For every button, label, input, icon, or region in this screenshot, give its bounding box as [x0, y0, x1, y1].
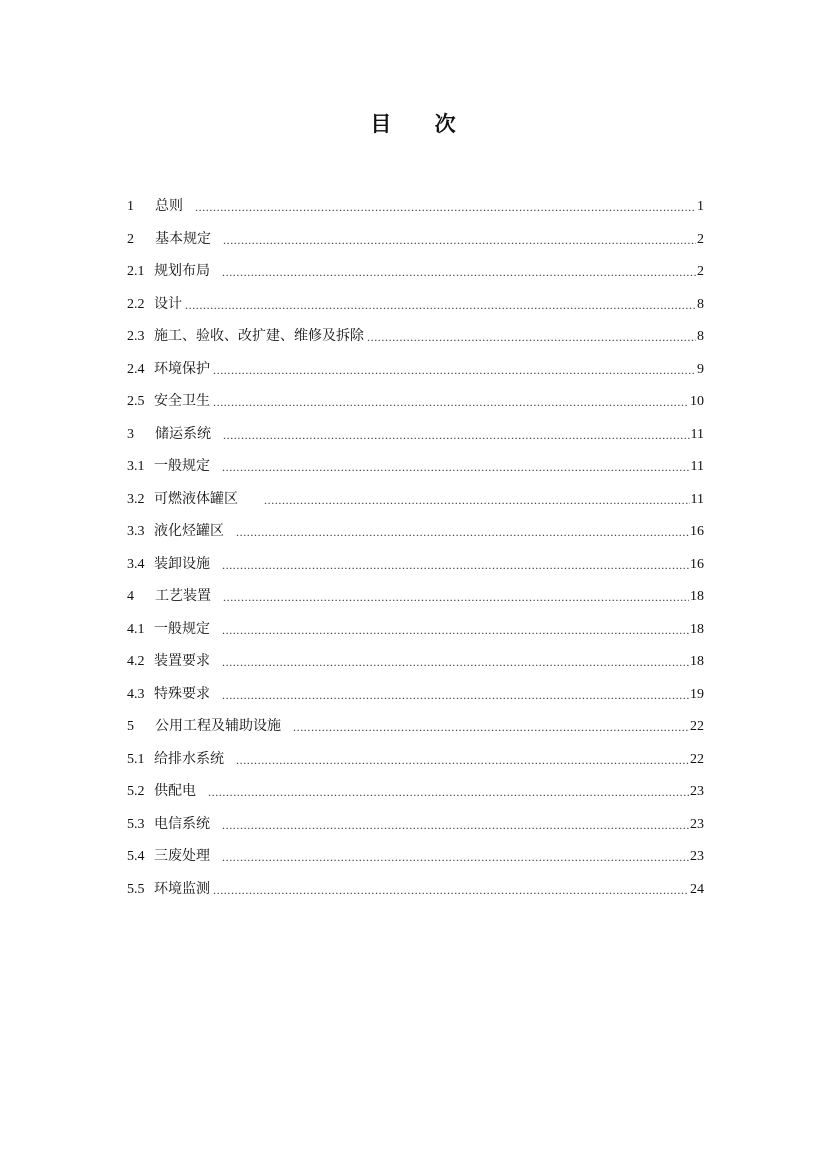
toc-entry[interactable] — [127, 873, 704, 906]
toc-entry-page: 19 — [690, 686, 704, 702]
toc-entry-title: 总则 — [155, 198, 183, 214]
toc-entry-number: 5.2 — [127, 784, 145, 799]
toc-dot-leader — [222, 817, 689, 831]
toc-entry-page: 11 — [690, 426, 704, 442]
toc-entry-title: 特殊要求 — [154, 685, 210, 702]
toc-entry[interactable] — [127, 548, 704, 581]
toc-entry-title: 液化烃罐区 — [154, 523, 224, 539]
toc-entry-title: 设计 — [154, 295, 182, 312]
table-of-contents — [127, 190, 704, 905]
toc-entry-number: 3.4 — [127, 556, 145, 572]
toc-entry-title: 给排水系统 — [154, 750, 224, 767]
toc-dot-leader — [223, 427, 690, 441]
toc-entry-page: 11 — [690, 491, 704, 507]
toc-dot-leader — [264, 492, 690, 506]
toc-dot-leader — [213, 394, 689, 408]
toc-entry[interactable] — [127, 743, 704, 776]
toc-dot-leader — [222, 264, 696, 278]
toc-dot-leader — [222, 459, 690, 473]
toc-dot-leader — [293, 719, 689, 733]
toc-entry[interactable] — [127, 710, 704, 743]
toc-entry-title: 三废处理 — [154, 848, 210, 864]
toc-entry-number: 1 — [127, 199, 134, 214]
toc-dot-leader — [195, 199, 696, 213]
toc-dot-leader — [213, 882, 689, 896]
toc-entry-page: 22 — [690, 719, 704, 734]
toc-entry-number: 5.4 — [127, 849, 145, 864]
toc-entry-page: 22 — [690, 751, 704, 767]
toc-entry[interactable] — [127, 255, 704, 288]
toc-entry-page: 23 — [690, 816, 704, 832]
toc-entry-title: 公用工程及辅助设施 — [155, 718, 281, 734]
toc-entry-number: 2.1 — [127, 264, 145, 279]
toc-dot-leader — [236, 524, 689, 538]
toc-entry-number: 2.2 — [127, 296, 145, 312]
toc-entry-page: 1 — [697, 199, 704, 214]
toc-entry[interactable] — [127, 678, 704, 711]
toc-entry-number: 4.3 — [127, 686, 145, 702]
toc-dot-leader — [223, 589, 689, 603]
toc-entry-number: 2.3 — [127, 329, 145, 344]
toc-entry-number: 4.1 — [127, 621, 145, 637]
toc-entry-title: 一般规定 — [154, 620, 210, 637]
toc-entry[interactable] — [127, 223, 704, 256]
toc-entry-number: 5.3 — [127, 816, 145, 832]
toc-entry[interactable] — [127, 450, 704, 483]
toc-entry-page: 18 — [690, 654, 704, 669]
toc-entry-page: 18 — [690, 621, 704, 637]
toc-entry-number: 3.3 — [127, 524, 145, 539]
toc-entry[interactable] — [127, 645, 704, 678]
toc-entry[interactable] — [127, 353, 704, 386]
page-title: 目 次 — [370, 111, 474, 136]
toc-entry-number: 3.1 — [127, 459, 145, 474]
toc-dot-leader — [222, 557, 689, 571]
toc-dot-leader — [236, 752, 689, 766]
toc-entry[interactable] — [127, 515, 704, 548]
toc-entry-number: 2.5 — [127, 394, 145, 409]
toc-dot-leader — [222, 622, 689, 636]
toc-entry-title: 电信系统 — [154, 815, 210, 832]
toc-entry-number: 5.5 — [127, 881, 145, 897]
toc-dot-leader — [367, 329, 696, 343]
toc-entry[interactable] — [127, 385, 704, 418]
toc-dot-leader — [222, 849, 689, 863]
toc-entry-number: 2.4 — [127, 361, 145, 377]
toc-entry-page: 8 — [697, 296, 704, 312]
toc-entry-page: 10 — [690, 394, 704, 409]
toc-entry-page: 9 — [697, 361, 704, 377]
toc-entry-number: 3 — [127, 426, 134, 442]
toc-entry-page: 16 — [690, 524, 704, 539]
toc-entry-title: 环境监测 — [154, 880, 210, 897]
toc-entry-number: 5.1 — [127, 751, 145, 767]
toc-entry-title: 储运系统 — [155, 425, 211, 442]
toc-entry-page: 2 — [697, 231, 704, 247]
toc-entry-page: 2 — [697, 264, 704, 279]
toc-entry-page: 16 — [690, 556, 704, 572]
toc-entry-title: 可燃液体罐区 — [154, 490, 238, 507]
toc-entry-page: 24 — [690, 881, 704, 897]
toc-entry-title: 装置要求 — [154, 653, 210, 669]
toc-dot-leader — [185, 297, 696, 311]
toc-entry-page: 8 — [697, 329, 704, 344]
toc-entry-title: 装卸设施 — [154, 555, 210, 572]
toc-entry-title: 基本规定 — [155, 230, 211, 247]
toc-entry-number: 2 — [127, 231, 134, 247]
toc-dot-leader — [222, 654, 689, 668]
toc-entry-page: 23 — [690, 849, 704, 864]
toc-entry[interactable] — [127, 775, 704, 808]
toc-entry[interactable] — [127, 808, 704, 841]
toc-entry-title: 规划布局 — [154, 263, 210, 279]
toc-entry-number: 5 — [127, 719, 134, 734]
toc-entry-number: 4.2 — [127, 654, 145, 669]
toc-entry[interactable] — [127, 613, 704, 646]
toc-entry[interactable] — [127, 418, 704, 451]
toc-entry-page: 23 — [690, 784, 704, 799]
toc-entry[interactable] — [127, 483, 704, 516]
toc-entry-title: 供配电 — [154, 783, 196, 799]
toc-dot-leader — [223, 232, 696, 246]
toc-entry[interactable] — [127, 320, 704, 353]
toc-entry[interactable] — [127, 190, 704, 223]
toc-entry-title: 安全卫生 — [154, 393, 210, 409]
toc-dot-leader — [208, 784, 689, 798]
toc-entry-title: 工艺装置 — [155, 588, 211, 604]
toc-entry-number: 3.2 — [127, 491, 145, 507]
toc-dot-leader — [222, 687, 689, 701]
toc-entry[interactable] — [127, 580, 704, 613]
toc-entry-title: 环境保护 — [154, 360, 210, 377]
toc-entry-title: 一般规定 — [154, 458, 210, 474]
toc-dot-leader — [213, 362, 696, 376]
toc-entry-title: 施工、验收、改扩建、维修及拆除 — [154, 328, 364, 344]
toc-entry-page: 11 — [690, 459, 704, 474]
toc-entry[interactable] — [127, 288, 704, 321]
toc-entry[interactable] — [127, 840, 704, 873]
toc-entry-page: 18 — [690, 589, 704, 604]
toc-entry-number: 4 — [127, 589, 134, 604]
